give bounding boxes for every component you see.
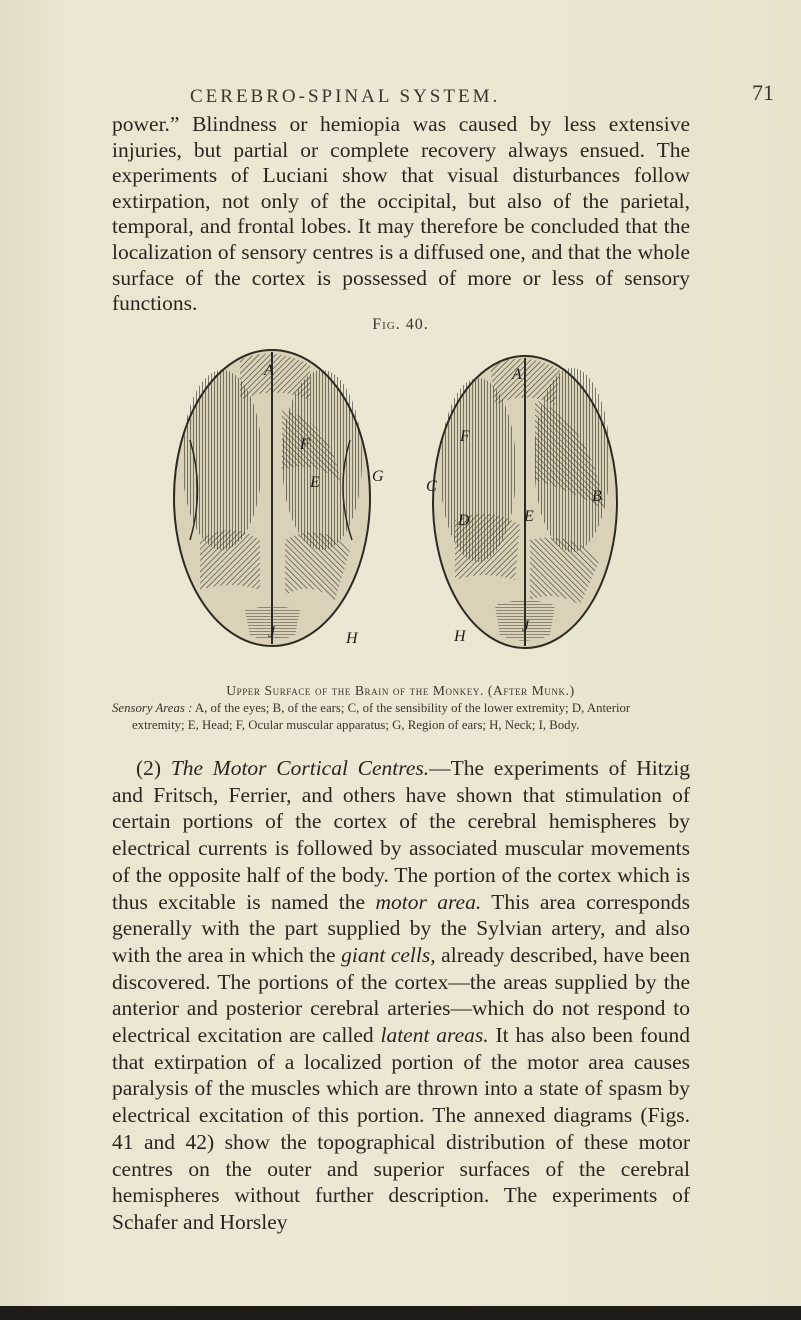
- left-letter-a: A: [264, 362, 274, 379]
- motor-text-2: This area corresponds generally with the part supplied by the Sylvian artery, and also with the area in which the: [112, 889, 690, 967]
- right-letter-f: F: [460, 428, 470, 445]
- right-letter-j: J: [522, 618, 530, 635]
- right-letter-h: H: [454, 628, 466, 645]
- motor-text-1: —The experiments of Hitzig and Fritsch, Ferrier, and others have shown that stimulation of certain portions of the cortex of the cerebral hemispheres by electrical currents is followed by associated muscular movements of the opposite half of the body. The portion of the cortex which is thus excitable is named the: [112, 756, 690, 914]
- section-heading: The Motor Cortical Centres.: [170, 756, 430, 780]
- caption-lead: Sensory Areas :: [112, 701, 193, 715]
- figure-caption-title: Upper Surface of the Brain of the Monkey. (After Munk.): [226, 683, 575, 698]
- section-number: (2): [136, 756, 162, 780]
- caption-line-2: extremity; E, Head; F, Ocular muscular apparatus; G, Region of ears; H, Neck; I, Body.: [132, 718, 580, 732]
- caption-line-1: [112, 700, 702, 717]
- running-head: CEREBRO-SPINAL SYSTEM.: [190, 86, 501, 107]
- paragraph-motor-centres: [112, 755, 690, 1236]
- page-number: 71: [752, 80, 774, 105]
- right-letter-c: C: [426, 478, 437, 495]
- left-letter-f: F: [300, 436, 310, 453]
- motor-text-3: already described, have been discovered. The portions of the cortex—the areas supplied by the anterior and posterior cerebral arteries—which do not respond to electrical excitation are called: [112, 942, 690, 1048]
- figure-letters: [160, 340, 640, 670]
- right-letter-e: E: [524, 508, 534, 525]
- left-letter-j: J: [268, 624, 276, 641]
- right-letter-d: D: [458, 512, 470, 529]
- figure-caption-body: [112, 700, 702, 734]
- term-giant-cells: giant cells,: [341, 942, 436, 967]
- paragraph-sensory-centres: power.” Blindness or hemiopia was caused by less extensive injuries, but partial or complete recovery always ensued. The experiments of Luciani show that visual disturbances follow extirpation, not only of the occipital, but also of the parietal, temporal, and frontal lobes. It may therefore be concluded that the localization of sensory centres is a diffused one, and that the whole surface of the cortex is possessed of more or less of sensory functions.: [112, 112, 690, 316]
- caption-line-1-text: A, of the eyes; B, of the ears; C, of the sensibility of the lower extremity; D, Anterior: [194, 701, 631, 715]
- term-motor-area: motor area.: [375, 889, 482, 914]
- motor-text-4: It has also been found that extirpation of a localized portion of the motor area causes paralysis of the muscles which are thrown into a state of spasm by electrical excitation of this portion. The annexed diagrams (Figs. 41 and 42) show the topographical distribution of these motor centres on the outer and superior surfaces of the cerebral hemispheres without further description. The experiments of Schafer and Horsley: [112, 1023, 691, 1234]
- term-latent-areas: latent areas.: [380, 1023, 489, 1048]
- left-letter-e: E: [310, 474, 320, 491]
- page-bottom-edge: [0, 1306, 801, 1320]
- right-letter-b: B: [592, 488, 602, 505]
- figure-label: Fig. 40.: [372, 316, 429, 333]
- left-letter-h: H: [346, 630, 358, 647]
- right-letter-a: A: [512, 366, 522, 383]
- left-letter-g: G: [372, 468, 384, 485]
